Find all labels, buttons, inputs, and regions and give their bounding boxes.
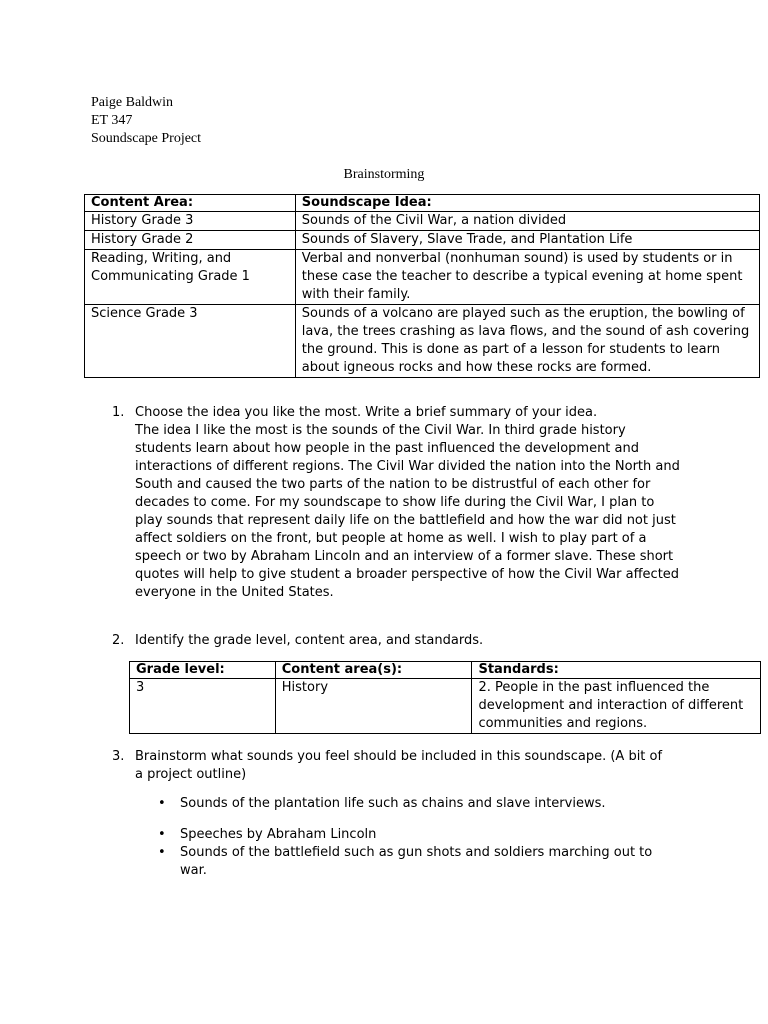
table-cell: 2. People in the past influenced the development and interaction of different communities and regions. <box>472 679 761 734</box>
course-code: ET 347 <box>91 113 133 128</box>
list-number: 2. <box>112 633 125 648</box>
table-cell: Sounds of a volcano are played such as the eruption, the bowling of lava, the trees crashing as lava flows, and the sound of ash covering the ground. This is done as part of a lesson for students to learn about igneous rocks and how these rocks are formed. <box>295 305 759 378</box>
table-cell: History Grade 2 <box>85 231 296 250</box>
table-header-row <box>130 662 761 679</box>
table-header-cell: Content area(s): <box>275 662 472 679</box>
question-prompt: Choose the idea you like the most. Write a brief summary of your idea. <box>135 405 598 420</box>
table-cell: History <box>275 679 472 734</box>
table-row <box>85 250 760 305</box>
table-header-row <box>85 195 760 212</box>
question-prompt: Brainstorm what sounds you feel should be included in this soundscape. (A bit of a project outline) <box>135 749 663 782</box>
table-row <box>85 231 760 250</box>
question-prompt: Identify the grade level, content area, and standards. <box>135 633 484 648</box>
brainstorming-heading: Brainstorming <box>343 167 425 182</box>
author-name: Paige Baldwin <box>91 95 174 110</box>
table-header-cell: Soundscape Idea: <box>295 195 759 212</box>
table-cell: Reading, Writing, and Communicating Grade 1 <box>85 250 296 305</box>
table-cell: Verbal and nonverbal (nonhuman sound) is used by students or in these case the teacher to describe a typical evening at home spent with their family. <box>295 250 759 305</box>
bullet-icon: • <box>158 827 166 842</box>
standards-table <box>129 661 761 734</box>
table-header-cell: Grade level: <box>130 662 276 679</box>
table-header-cell: Standards: <box>472 662 761 679</box>
list-number: 3. <box>112 749 125 764</box>
table-cell: Sounds of the Civil War, a nation divided <box>295 212 759 231</box>
table-cell: 3 <box>130 679 276 734</box>
table-header-cell: Content Area: <box>85 195 296 212</box>
brainstorm-table <box>84 194 760 378</box>
list-item: Sounds of the battlefield such as gun shots and soldiers marching out to war. <box>180 845 653 878</box>
summary-answer: The idea I like the most is the sounds of the Civil War. In third grade history students learn about how people in the past influenced the development and interactions of different regions. The Civil War divided the nation into the North and South and caused the two parts of the nation to be distrustful of each other for decades to come. For my soundscape to show life during the Civil War, I plan to play sounds that represent daily life on the battlefield and how the war did not just affect soldiers on the front, but people at home as well. I wish to play part of a speech or two by Abraham Lincoln and an interview of a former slave. These short quotes will help to give student a broader perspective of how the Civil War affected everyone in the United States. <box>135 423 680 600</box>
table-cell: Science Grade 3 <box>85 305 296 378</box>
list-item: Speeches by Abraham Lincoln <box>180 827 377 842</box>
bullet-icon: • <box>158 845 166 860</box>
project-title: Soundscape Project <box>91 131 202 146</box>
list-item: Sounds of the plantation life such as chains and slave interviews. <box>180 796 606 811</box>
table-row <box>85 212 760 231</box>
list-number: 1. <box>112 405 125 420</box>
table-cell: History Grade 3 <box>85 212 296 231</box>
bullet-icon: • <box>158 796 166 811</box>
table-row <box>130 679 761 734</box>
table-cell: Sounds of Slavery, Slave Trade, and Plantation Life <box>295 231 759 250</box>
table-row <box>85 305 760 378</box>
